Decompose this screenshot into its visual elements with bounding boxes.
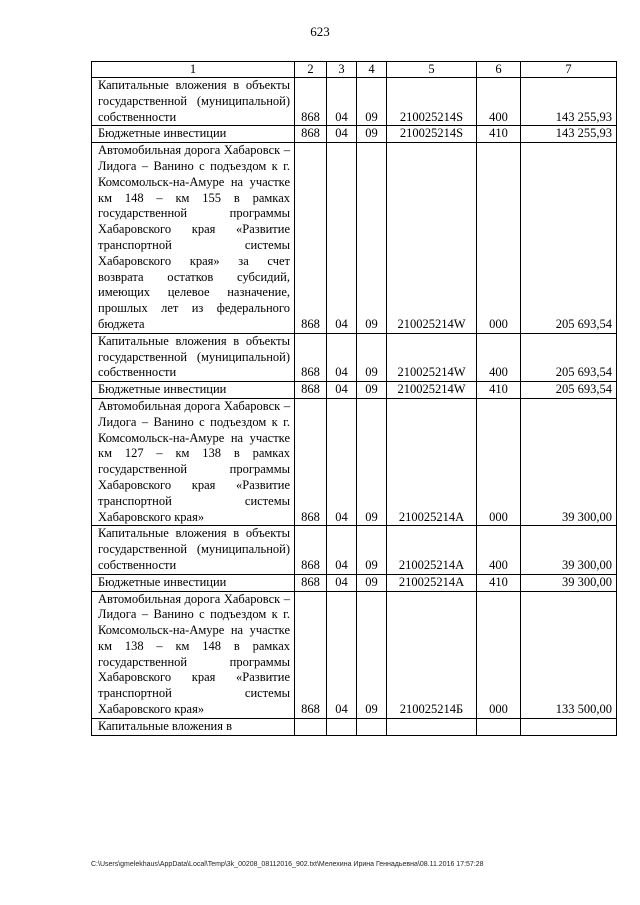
amount: 39 300,00 <box>521 398 617 525</box>
subsection-code: 09 <box>357 574 387 591</box>
subsection-code: 09 <box>357 382 387 399</box>
table-row <box>92 78 617 126</box>
row-description: Автомобильная дорога Хабаровск – Лидога – Ванино с подъездом к г. Комсомольск-на-Амуре на участке км 148 – км 155 в рамках государственной программы Хабаровского края «Развитие транспортной системы Хабаровского края» за счет возврата остатков субсидий, имеющих целевое назначение, прошлых лет из федерального бюджета <box>92 143 295 334</box>
target-article-code: 210025214Б <box>387 591 477 718</box>
row-description: Бюджетные инвестиции <box>92 574 295 591</box>
file-path-footer: C:\Users\gmelekhaus\AppData\Local\Temp\3k_00208_08112016_902.txt\Мелехина Ирина Геннадьевна\08.11.2016 17:57:28 <box>91 861 484 868</box>
section-code: 04 <box>327 398 357 525</box>
table-row <box>92 591 617 718</box>
target-article-code: 210025214А <box>387 398 477 525</box>
expense-type-code: 400 <box>477 526 521 574</box>
target-article-code: 210025214W <box>387 143 477 334</box>
row-description: Капитальные вложения в <box>92 718 295 735</box>
target-article-code: 210025214А <box>387 574 477 591</box>
amount: 143 255,93 <box>521 126 617 143</box>
ministry-code: 868 <box>295 382 327 399</box>
table-header-row <box>92 62 617 78</box>
amount: 39 300,00 <box>521 574 617 591</box>
expense-type-code: 410 <box>477 382 521 399</box>
ministry-code: 868 <box>295 526 327 574</box>
target-article-code: 210025214S <box>387 126 477 143</box>
table-row <box>92 574 617 591</box>
expense-type-code: 000 <box>477 143 521 334</box>
subsection-code: 09 <box>357 398 387 525</box>
expense-type-code: 000 <box>477 591 521 718</box>
empty-cell <box>327 718 357 735</box>
table-row <box>92 143 617 334</box>
section-code: 04 <box>327 126 357 143</box>
column-header: 7 <box>521 62 617 78</box>
row-description: Автомобильная дорога Хабаровск – Лидога – Ванино с подъездом к г. Комсомольск-на-Амуре на участке км 138 – км 148 в рамках государственной программы Хабаровского края «Развитие транспортной системы Хабаровского края» <box>92 591 295 718</box>
table-row <box>92 526 617 574</box>
ministry-code: 868 <box>295 574 327 591</box>
amount: 205 693,54 <box>521 382 617 399</box>
ministry-code: 868 <box>295 126 327 143</box>
expense-type-code: 400 <box>477 333 521 381</box>
ministry-code: 868 <box>295 143 327 334</box>
row-description: Капитальные вложения в объекты государственной (муниципальной) собственности <box>92 78 295 126</box>
section-code: 04 <box>327 143 357 334</box>
empty-cell <box>387 718 477 735</box>
table-row <box>92 382 617 399</box>
expense-type-code: 400 <box>477 78 521 126</box>
row-description: Бюджетные инвестиции <box>92 382 295 399</box>
row-description: Капитальные вложения в объекты государственной (муниципальной) собственности <box>92 333 295 381</box>
target-article-code: 210025214S <box>387 78 477 126</box>
ministry-code: 868 <box>295 78 327 126</box>
section-code: 04 <box>327 591 357 718</box>
table-row <box>92 126 617 143</box>
ministry-code: 868 <box>295 591 327 718</box>
column-header: 6 <box>477 62 521 78</box>
column-header: 3 <box>327 62 357 78</box>
amount: 205 693,54 <box>521 333 617 381</box>
empty-cell <box>357 718 387 735</box>
subsection-code: 09 <box>357 126 387 143</box>
expense-type-code: 000 <box>477 398 521 525</box>
subsection-code: 09 <box>357 333 387 381</box>
empty-cell <box>521 718 617 735</box>
target-article-code: 210025214А <box>387 526 477 574</box>
section-code: 04 <box>327 526 357 574</box>
section-code: 04 <box>327 333 357 381</box>
column-header: 5 <box>387 62 477 78</box>
column-header: 1 <box>92 62 295 78</box>
target-article-code: 210025214W <box>387 382 477 399</box>
table-row <box>92 333 617 381</box>
section-code: 04 <box>327 574 357 591</box>
column-header: 2 <box>295 62 327 78</box>
page-number: 623 <box>310 24 330 39</box>
subsection-code: 09 <box>357 78 387 126</box>
ministry-code: 868 <box>295 398 327 525</box>
column-header: 4 <box>357 62 387 78</box>
row-description: Автомобильная дорога Хабаровск – Лидога – Ванино с подъездом к г. Комсомольск-на-Амуре на участке км 127 – км 138 в рамках государственной программы Хабаровского края «Развитие транспортной системы Хабаровского края» <box>92 398 295 525</box>
ministry-code: 868 <box>295 333 327 381</box>
section-code: 04 <box>327 382 357 399</box>
budget-table <box>91 61 617 736</box>
section-code: 04 <box>327 78 357 126</box>
subsection-code: 09 <box>357 526 387 574</box>
row-description: Капитальные вложения в объекты государственной (муниципальной) собственности <box>92 526 295 574</box>
expense-type-code: 410 <box>477 126 521 143</box>
row-description: Бюджетные инвестиции <box>92 126 295 143</box>
amount: 143 255,93 <box>521 78 617 126</box>
target-article-code: 210025214W <box>387 333 477 381</box>
subsection-code: 09 <box>357 143 387 334</box>
amount: 133 500,00 <box>521 591 617 718</box>
subsection-code: 09 <box>357 591 387 718</box>
empty-cell <box>477 718 521 735</box>
amount: 39 300,00 <box>521 526 617 574</box>
amount: 205 693,54 <box>521 143 617 334</box>
expense-type-code: 410 <box>477 574 521 591</box>
table-row <box>92 398 617 525</box>
table-row-continued <box>92 718 617 735</box>
empty-cell <box>295 718 327 735</box>
